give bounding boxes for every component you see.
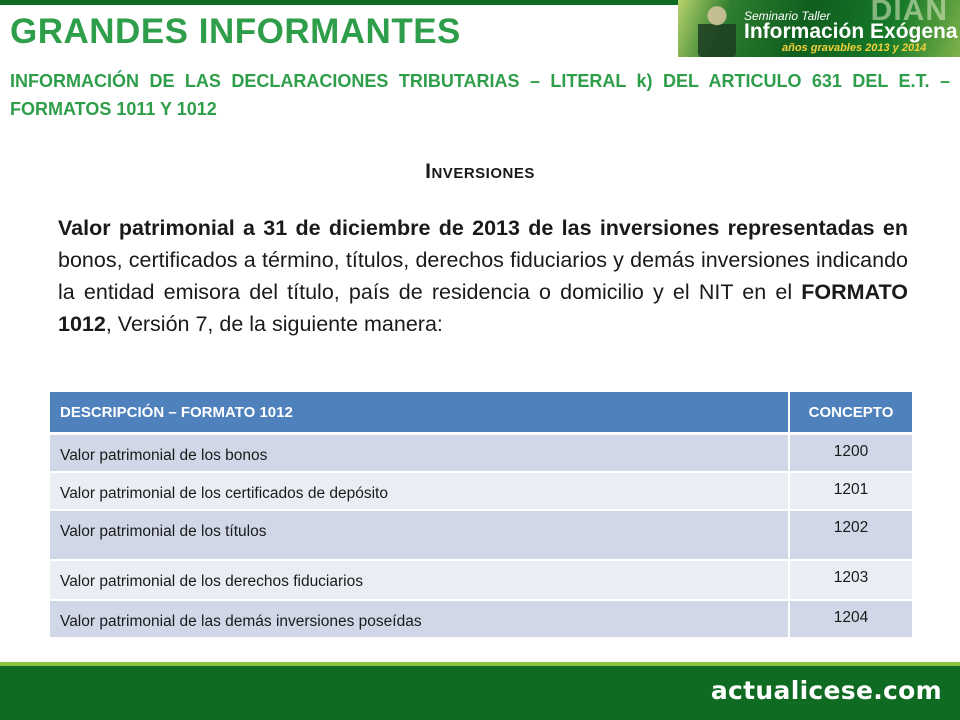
table-row [50, 435, 912, 473]
column-header-concept: CONCEPTO [790, 392, 912, 435]
intro-text: bonos, certificados a término, títulos, derechos fiduciarios y demás inversiones indicando la entidad emisora del título, país de residencia o domicilio y el NIT en el [58, 248, 908, 304]
intro-bold-lead: Valor patrimonial a 31 de diciembre de 2013 de las inversiones representadas en [58, 216, 908, 240]
row-description: Valor patrimonial de las demás inversiones poseídas [50, 601, 790, 639]
dian-logo-mark: DIAN [870, 0, 948, 27]
speaker-photo-icon [698, 4, 736, 57]
table-row [50, 511, 912, 561]
footer-brand: actualicese.com [710, 676, 942, 705]
page-title: GRANDES INFORMANTES [10, 12, 461, 51]
table-row [50, 601, 912, 639]
row-description: Valor patrimonial de los títulos [50, 511, 790, 561]
row-description: Valor patrimonial de los bonos [50, 435, 790, 473]
row-concept-code: 1200 [790, 435, 912, 473]
row-concept-code: 1201 [790, 473, 912, 511]
concepts-table [50, 392, 912, 639]
logo-line-years: años gravables 2013 y 2014 [782, 42, 927, 54]
row-concept-code: 1203 [790, 561, 912, 601]
row-description: Valor patrimonial de los certificados de depósito [50, 473, 790, 511]
intro-text-end: , Versión 7, de la siguiente manera: [105, 312, 443, 336]
page-subtitle: INFORMACIÓN DE LAS DECLARACIONES TRIBUTARIAS – LITERAL k) DEL ARTICULO 631 DEL E.T. – FORMATOS 1011 Y 1012 [10, 71, 950, 119]
table-row [50, 473, 912, 511]
table-header-row [50, 392, 912, 435]
section-heading: Inversiones [425, 160, 535, 183]
table-row [50, 561, 912, 601]
intro-format-bold: FORMATO 1012 [58, 280, 908, 336]
intro-paragraph [58, 212, 908, 340]
row-concept-code: 1204 [790, 601, 912, 639]
logo-line-seminar: Seminario Taller [744, 9, 831, 23]
seminar-logo-banner [678, 0, 960, 57]
column-header-description: DESCRIPCIÓN – FORMATO 1012 [50, 392, 790, 435]
logo-line-topic: Información Exógena [744, 20, 958, 43]
row-description: Valor patrimonial de los derechos fiduciarios [50, 561, 790, 601]
row-concept-code: 1202 [790, 511, 912, 561]
